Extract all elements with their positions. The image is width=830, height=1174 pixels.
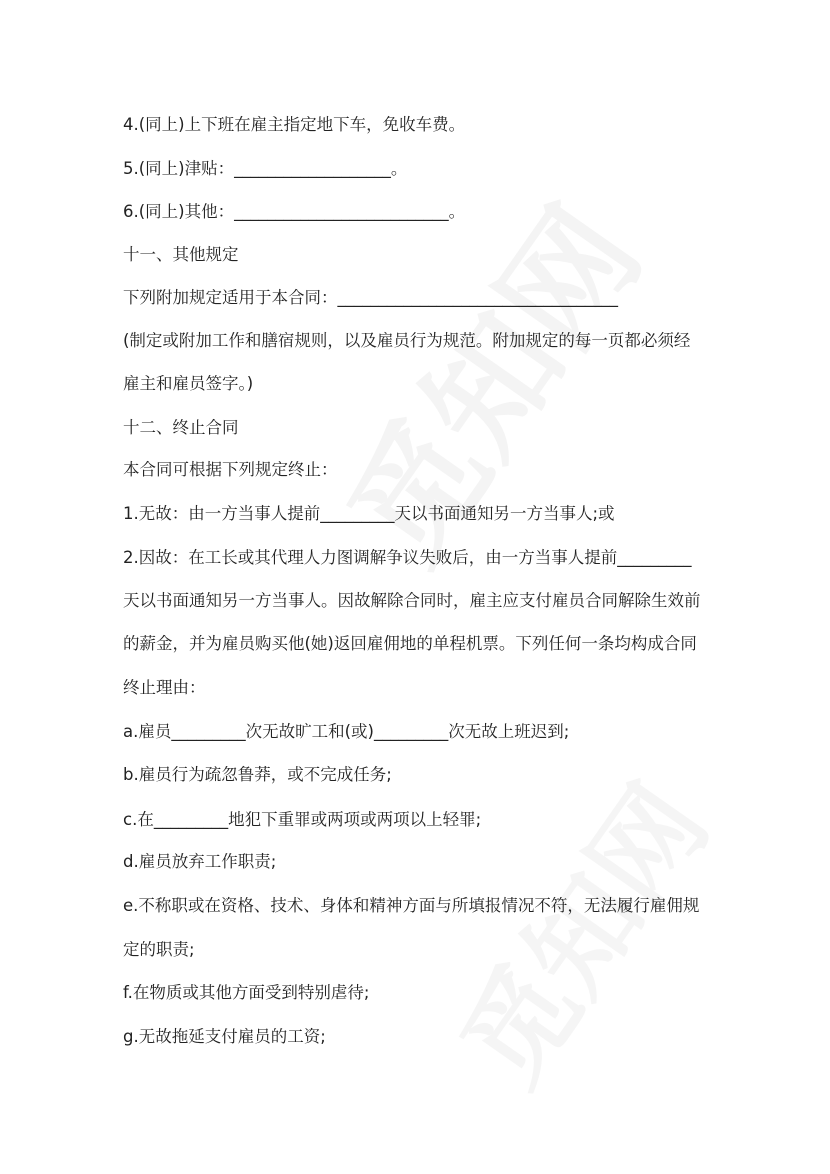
watermark [445,768,724,1101]
text-line: 雇主和雇员签字。) [123,374,254,393]
text-line: e.不称职或在资格、技术、身体和精神方面与所填报情况不符，无法履行雇佣规 [123,896,700,915]
text-line: 定的职责; [123,940,195,959]
section-heading: 十一、其他规定 [123,245,239,264]
text-line: 的薪金，并为雇员购买他(她)返回雇佣地的单程机票。下列任何一条均构成合同 [123,634,697,653]
text-line: 1.无故：由一方当事人提前_________天以书面通知另一方当事人;或 [123,504,615,523]
text-line: 4.(同上)上下班在雇主指定地下车，免收车费。 [123,115,466,134]
text-line: 终止理由： [123,678,206,697]
text-line: 2.因故：在工长或其代理人力图调解争议失败后，由一方当事人提前_________ [123,548,692,567]
text-line: d.雇员放弃工作职责; [123,852,277,871]
text-line: 5.(同上)津贴：___________________。 [123,159,408,178]
text-line: a.雇员_________次无故旷工和(或)_________次无故上班迟到; [123,722,570,741]
text-line: 下列附加规定适用于本合同：__________________________________ [123,288,618,307]
text-line: 本合同可根据下列规定终止： [123,460,338,479]
text-line: (制定或附加工作和膳宿规则，以及雇员行为规范。附加规定的每一页都必须经 [123,331,691,350]
text-line: g.无故拖延支付雇员的工资; [123,1027,326,1046]
text-line: 天以书面通知另一方当事人。因故解除合同时，雇主应支付雇员合同解除生效前 [123,591,701,610]
text-line: f.在物质或其他方面受到特别虐待; [123,983,370,1002]
text-line: c.在_________地犯下重罪或两项或两项以上轻罪; [123,810,482,829]
text-line: 6.(同上)其他：__________________________。 [123,202,466,221]
section-heading: 十二、终止合同 [123,418,239,437]
text-line: b.雇员行为疏忽鲁莽，或不完成任务; [123,765,392,784]
